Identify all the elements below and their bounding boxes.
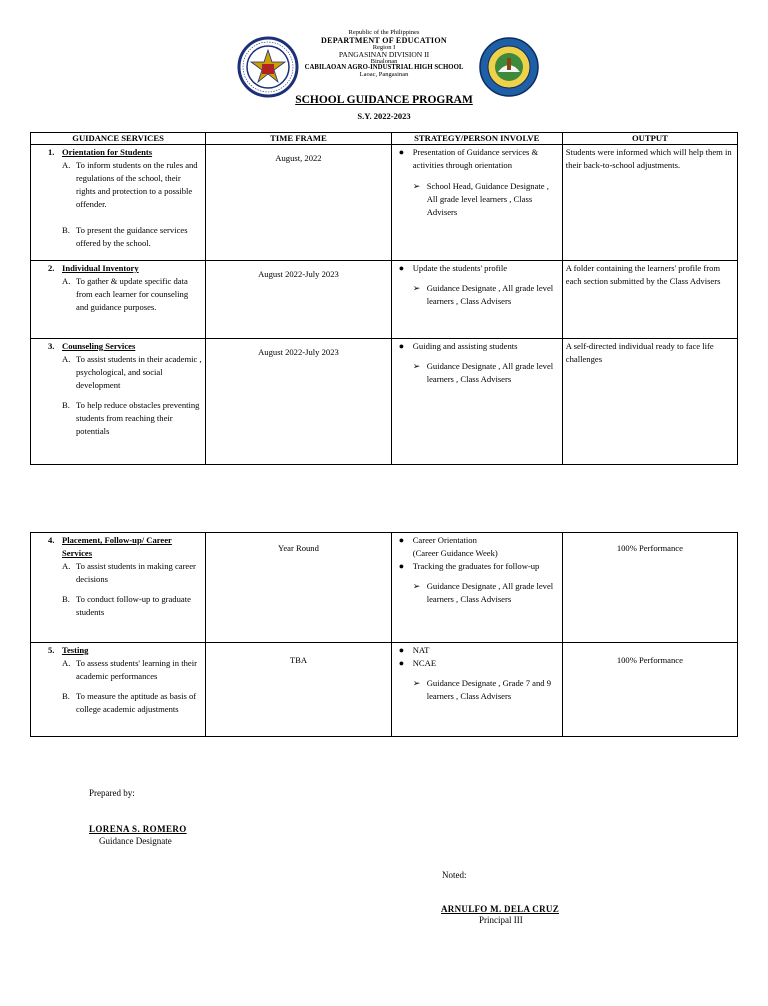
output-cell: A self-directed individual ready to face life challenges xyxy=(562,339,737,465)
strategy-item: ● NAT xyxy=(398,645,430,655)
bullet-icon: ● xyxy=(398,561,405,571)
school-seal-icon xyxy=(478,36,540,98)
service-cell xyxy=(31,145,206,261)
service-title-continued: Services xyxy=(62,548,93,558)
time-frame-cell: August 2022-July 2023 xyxy=(206,339,392,465)
time-frame-cell: August 2022-July 2023 xyxy=(206,261,392,339)
service-cell xyxy=(31,643,206,737)
column-header: STRATEGY/PERSON INVOLVE xyxy=(391,133,562,145)
service-title: 3. Counseling Services xyxy=(48,341,136,351)
guidance-table-continued xyxy=(30,532,738,737)
strategy-item: ● Career Orientation xyxy=(398,535,477,545)
noted-label: Noted: xyxy=(442,870,467,880)
table-row xyxy=(31,643,738,737)
town-text: Binalonan xyxy=(370,57,398,65)
persons-item: ➢ Guidance Designate , All grade level learners , Class Advisers xyxy=(412,283,554,306)
arrow-bullet-icon: ➢ xyxy=(412,181,421,191)
objective: B. To present the guidance services offered by the school. xyxy=(62,225,188,248)
school-name: CABILAOAN AGRO-INDUSTRIAL HIGH SCHOOL xyxy=(304,64,464,71)
output-cell: 100% Performance xyxy=(562,643,737,737)
strategy-cell xyxy=(391,339,562,465)
table-row xyxy=(31,533,738,643)
output-cell: Students were informed which will help them in their back-to-school adjustments. xyxy=(562,145,737,261)
bullet-icon: ● xyxy=(398,535,405,545)
table-row xyxy=(31,339,738,465)
column-header: OUTPUT xyxy=(562,133,737,145)
objective: A. To inform students on the rules and regulations of the school, their rights and protection to a possible offender. xyxy=(62,160,198,209)
address-text: Laoac, Pangasinan xyxy=(359,70,409,78)
strategy-item: ● NCAE xyxy=(398,658,437,668)
service-title: 2. Individual Inventory xyxy=(48,263,139,273)
strategy-item: ● Guiding and assisting students xyxy=(398,341,518,351)
guidance-table xyxy=(30,132,738,465)
table-row xyxy=(31,145,738,261)
objective: A. To assist students in their academic , psychological, and social development xyxy=(62,354,202,390)
bullet-icon: ● xyxy=(398,645,405,655)
strategy-item: ● Update the students' profile xyxy=(398,263,508,273)
time-frame-cell: Year Round xyxy=(206,533,392,643)
arrow-bullet-icon: ➢ xyxy=(412,361,421,371)
service-title: 5. Testing xyxy=(48,645,89,655)
prepared-by-name: LORENA S. ROMERO xyxy=(89,824,187,834)
region-text: Region I xyxy=(372,43,396,51)
division-text: PANGASINAN DIVISION II xyxy=(338,50,430,59)
objective: B. To help reduce obstacles preventing students from reaching their potentials xyxy=(62,400,200,436)
time-frame-cell: TBA xyxy=(206,643,392,737)
column-header: GUIDANCE SERVICES xyxy=(31,133,206,145)
strategy-item: ● Tracking the graduates for follow-up xyxy=(398,561,540,571)
time-frame-cell: August, 2022 xyxy=(206,145,392,261)
objective: A. To assist students in making career decisions xyxy=(62,561,196,584)
arrow-bullet-icon: ➢ xyxy=(412,678,421,688)
service-title: 4. Placement, Follow-up/ Career xyxy=(48,535,172,545)
strategy-cell xyxy=(391,533,562,643)
bullet-icon: ● xyxy=(398,341,405,351)
arrow-bullet-icon: ➢ xyxy=(412,283,421,293)
persons-item: ➢ Guidance Designate , All grade level learners , Class Advisers xyxy=(412,581,554,604)
service-title: 1. Orientation for Students xyxy=(48,147,153,157)
bullet-icon: ● xyxy=(398,658,405,668)
prepared-by-role: Guidance Designate xyxy=(99,836,172,846)
persons-item: ➢ School Head, Guidance Designate , All grade level learners , Class Advisers xyxy=(412,181,549,217)
service-cell xyxy=(31,533,206,643)
service-cell xyxy=(31,339,206,465)
strategy-item: ● Presentation of Guidance services & activities through orientation xyxy=(398,147,539,170)
persons-item: ➢ Guidance Designate , Grade 7 and 9 learners , Class Advisers xyxy=(412,678,552,701)
prepared-by-label: Prepared by: xyxy=(89,788,135,798)
strategy-note: (Career Guidance Week) xyxy=(412,548,498,558)
bullet-icon: ● xyxy=(398,263,405,273)
table-header-row xyxy=(31,133,738,145)
service-cell xyxy=(31,261,206,339)
persons-item: ➢ Guidance Designate , All grade level learners , Class Advisers xyxy=(412,361,554,384)
objective: A. To gather & update specific data from each learner for counseling and guidance purposes. xyxy=(62,276,189,312)
objective: B. To measure the aptitude as basis of college academic adjustments xyxy=(62,691,197,714)
page-title: SCHOOL GUIDANCE PROGRAM xyxy=(295,94,473,106)
strategy-cell xyxy=(391,261,562,339)
noted-by-name: ARNULFO M. DELA CRUZ xyxy=(441,904,560,914)
table-row xyxy=(31,261,738,339)
letterhead xyxy=(290,30,478,78)
school-year: S.Y. 2022-2023 xyxy=(357,111,411,121)
objective: A. To assess students' learning in their academic performances xyxy=(62,658,198,681)
objective: B. To conduct follow-up to graduate students xyxy=(62,594,191,617)
output-cell: A folder containing the learners' profile from each section submitted by the Class Advisers xyxy=(562,261,737,339)
republic-text: Republic of the Philippines xyxy=(348,29,420,36)
noted-by-role: Principal III xyxy=(479,915,523,925)
output-cell: 100% Performance xyxy=(562,533,737,643)
department-text: DEPARTMENT OF EDUCATION xyxy=(321,35,447,45)
arrow-bullet-icon: ➢ xyxy=(412,581,421,591)
bullet-icon: ● xyxy=(398,147,405,157)
column-header: TIME FRAME xyxy=(206,133,392,145)
strategy-cell xyxy=(391,145,562,261)
strategy-cell xyxy=(391,643,562,737)
